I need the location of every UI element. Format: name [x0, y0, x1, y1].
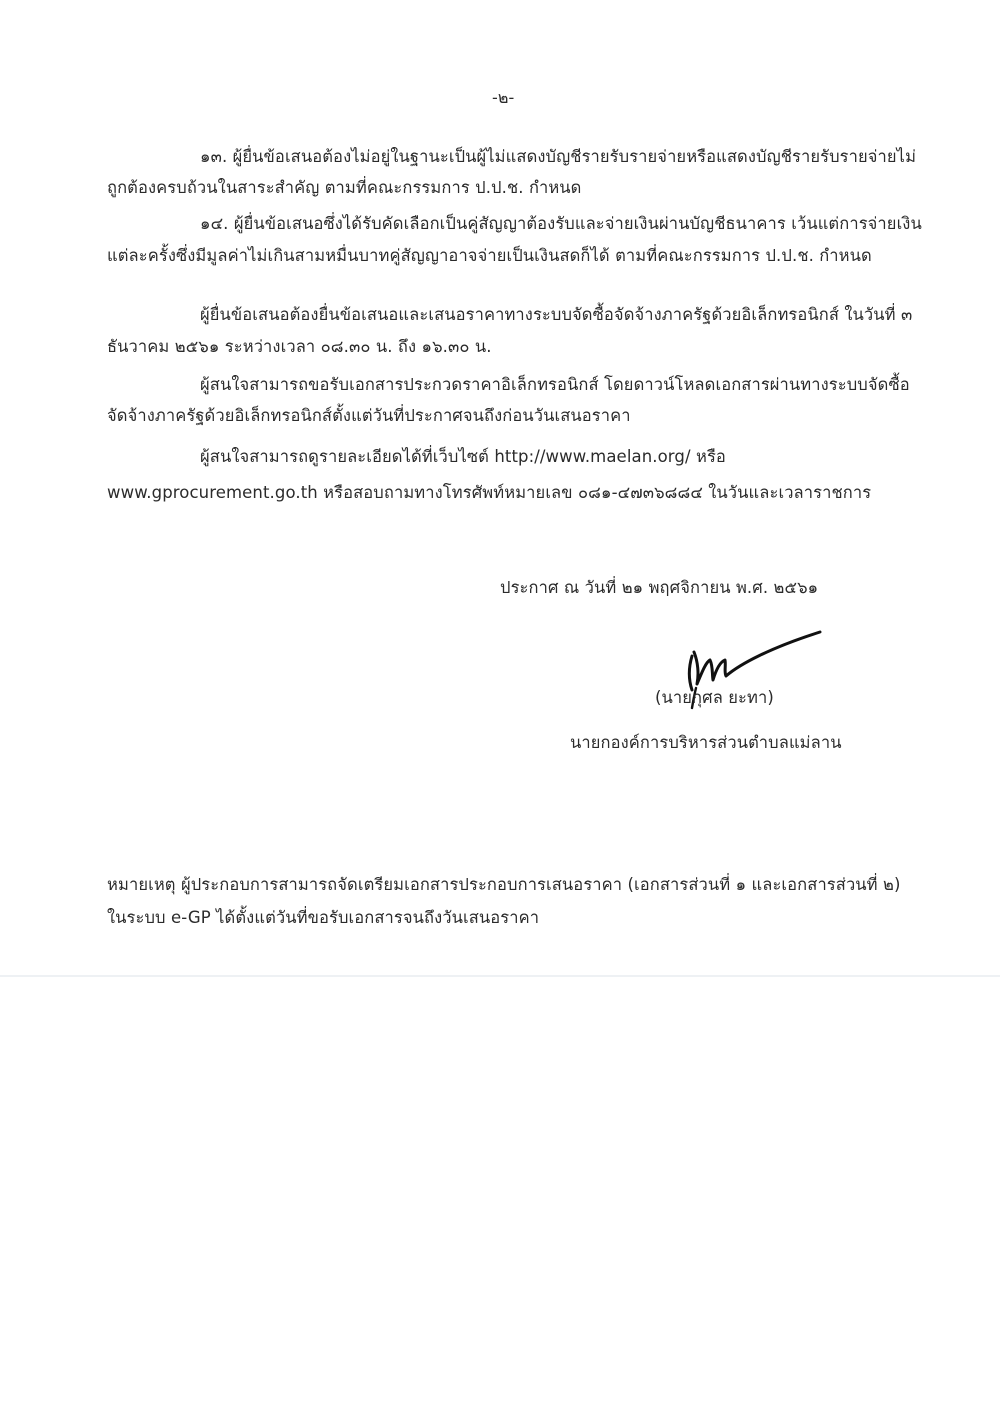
- announcement-date: ประกาศ ณ วันที่ ๒๑ พฤศจิกายน พ.ศ. ๒๕๖๑: [500, 578, 819, 597]
- clause-14-line-2: แต่ละครั้งซึ่งมีมูลค่าไม่เกินสามหมื่นบาทคู่สัญญาอาจจ่ายเป็นเงินสดก็ได้ ตามที่คณะกรรมการ ป.ป.ช. กำหนด: [107, 246, 872, 265]
- signer-name: (นายกุศล ยะทา): [655, 688, 774, 707]
- website-line-1: ผู้สนใจสามารถดูรายละเอียดได้ที่เว็บไซต์ http://www.maelan.org/ หรือ: [200, 447, 726, 466]
- website-line-2: www.gprocurement.go.th หรือสอบถามทางโทรศัพท์หมายเลข ๐๘๑-๔๗๓๖๘๘๔ ในวันและเวลาราชการ: [107, 483, 872, 502]
- clause-13-line-2: ถูกต้องครบถ้วนในสาระสำคัญ ตามที่คณะกรรมการ ป.ป.ช. กำหนด: [107, 178, 582, 197]
- page-number: -๒-: [492, 88, 515, 107]
- download-line-1: ผู้สนใจสามารถขอรับเอกสารประกวดราคาอิเล็กทรอนิกส์ โดยดาวน์โหลดเอกสารผ่านทางระบบจัดซื้อ: [200, 375, 910, 394]
- submission-line-2: ธันวาคม ๒๕๖๑ ระหว่างเวลา ๐๘.๓๐ น. ถึง ๑๖.๓๐ น.: [107, 337, 492, 356]
- clause-14-line-1: ๑๔. ผู้ยื่นข้อเสนอซึ่งได้รับคัดเลือกเป็นคู่สัญญาต้องรับและจ่ายเงินผ่านบัญชีธนาคาร เว้นแต่การจ่ายเงิน: [200, 214, 922, 233]
- download-line-2: จัดจ้างภาครัฐด้วยอิเล็กทรอนิกส์ตั้งแต่วันที่ประกาศจนถึงก่อนวันเสนอราคา: [107, 406, 631, 425]
- note-line-1: หมายเหตุ ผู้ประกอบการสามารถจัดเตรียมเอกสารประกอบการเสนอราคา (เอกสารส่วนที่ ๑ และเอกสารส่วนที่ ๒): [107, 875, 901, 894]
- note-line-2: ในระบบ e-GP ได้ตั้งแต่วันที่ขอรับเอกสารจนถึงวันเสนอราคา: [107, 908, 540, 927]
- submission-line-1: ผู้ยื่นข้อเสนอต้องยื่นข้อเสนอและเสนอราคาทางระบบจัดซื้อจัดจ้างภาครัฐด้วยอิเล็กทรอนิกส์ ในวันที่ ๓: [200, 305, 913, 324]
- signer-title: นายกองค์การบริหารส่วนตำบลแม่ลาน: [570, 733, 842, 752]
- clause-13-line-1: ๑๓. ผู้ยื่นข้อเสนอต้องไม่อยู่ในฐานะเป็นผู้ไม่แสดงบัญชีรายรับรายจ่ายหรือแสดงบัญชีรายรับรายจ่ายไม่: [200, 147, 917, 166]
- scan-divider: [0, 975, 1000, 977]
